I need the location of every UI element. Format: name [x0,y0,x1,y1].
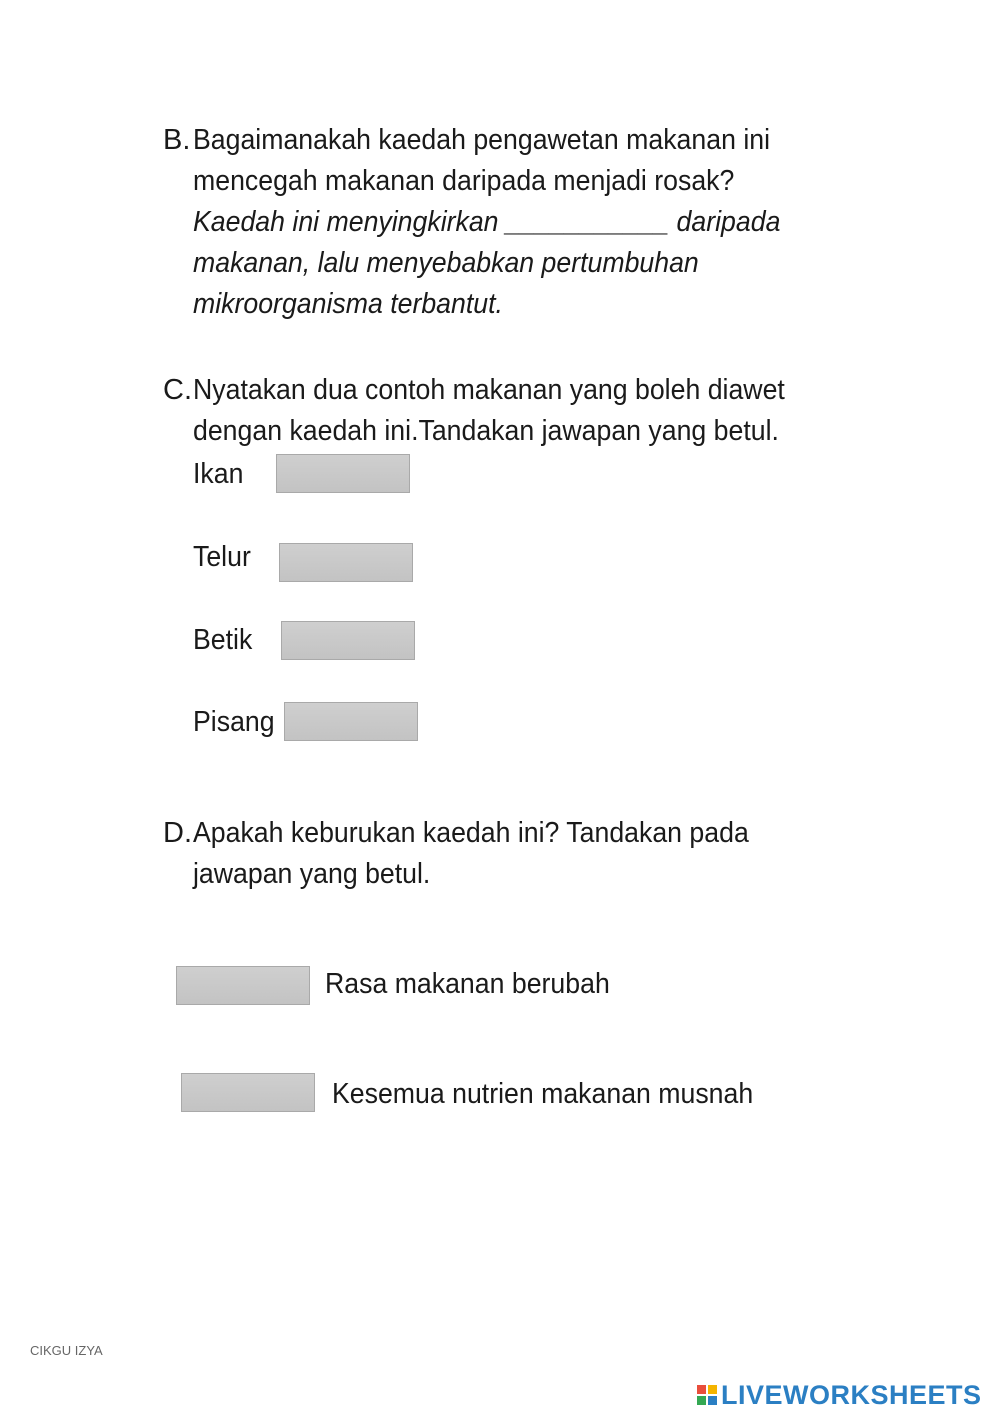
question-b-line-1: Bagaimanakah kaedah pengawetan makanan ini [193,124,771,156]
author-credit: CIKGU IZYA [30,1343,103,1358]
option-ikan-label: Ikan [193,458,244,490]
option-nutrien-checkbox[interactable] [181,1073,315,1112]
question-b-answer-line-2: makanan, lalu menyebabkan pertumbuhan [193,247,699,279]
question-b-answer-line-3: mikroorganisma terbantut. [193,288,503,320]
question-b-answer-line-1: Kaedah ini menyingkirkan ___________ daripada [193,206,781,238]
question-b [163,120,883,325]
option-betik-label: Betik [193,624,253,656]
option-ikan-checkbox[interactable] [276,454,410,493]
question-c-line-2: dengan kaedah ini.Tandakan jawapan yang betul. [193,415,779,447]
question-c [163,370,883,452]
liveworksheets-logo [697,1380,982,1410]
option-rasa-label: Rasa makanan berubah [325,968,610,1000]
option-telur-checkbox[interactable] [279,543,413,582]
option-betik-checkbox[interactable] [281,621,415,660]
question-d [163,813,883,895]
question-c-letter: C. [163,374,192,406]
question-c-line-1: Nyatakan dua contoh makanan yang boleh diawet [193,374,785,406]
liveworksheets-logo-text: LIVEWORKSHEETS [721,1379,982,1410]
question-b-letter: B. [163,124,191,156]
option-pisang-checkbox[interactable] [284,702,418,741]
option-nutrien-label: Kesemua nutrien makanan musnah [332,1078,754,1110]
option-rasa-checkbox[interactable] [176,966,310,1005]
option-pisang-label: Pisang [193,706,275,738]
liveworksheets-logo-icon [697,1385,717,1405]
question-b-line-2: mencegah makanan daripada menjadi rosak? [193,165,735,197]
option-telur-label: Telur [193,541,251,573]
question-d-letter: D. [163,817,192,849]
question-d-line-2: jawapan yang betul. [193,858,431,890]
question-d-line-1: Apakah keburukan kaedah ini? Tandakan pada [193,817,749,849]
